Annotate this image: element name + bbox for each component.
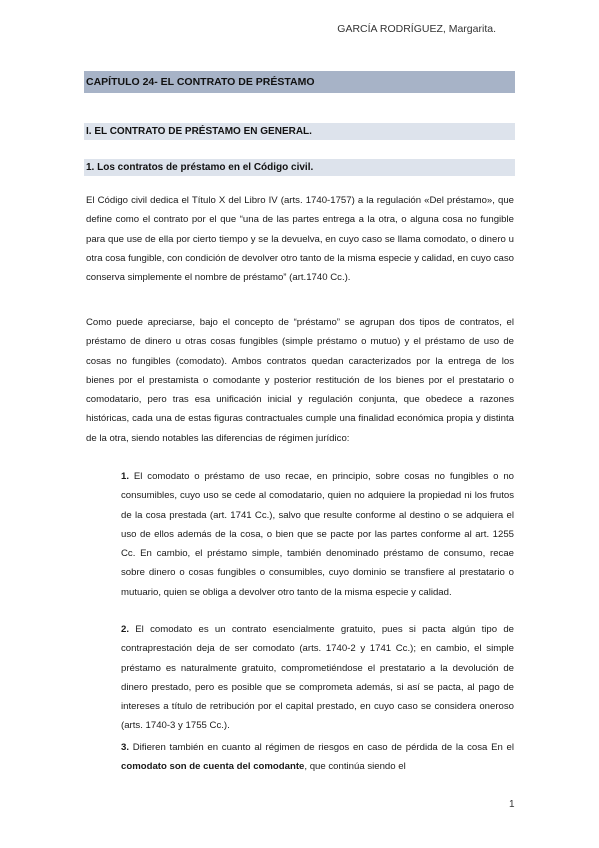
point-3-text-after: , que continúa siendo el — [304, 761, 406, 773]
point-3-text-before: Difieren también en cuanto al régimen de riesgos en caso de pérdida de la cosa En el — [129, 742, 514, 753]
paragraph-types: Como puede apreciarse, bajo el concepto de “préstamo” se agrupan dos tipos de contratos, el préstamo de dinero u otras cosas fungibles (simple préstamo o mutuo) y el préstamo de uso de cosas no fungibles (comodato). Ambos contratos quedan caracterizados por la entrega de los bienes por el prestamista o comodante y posterior restitución de los bienes por el prestatario o comodatario, pero tras esa unificación inicial y regulación conjunta, que obedece a razones históricas, cada una de estas figuras contractuales cumple una finalidad económica propia y distinta de la otra, siendo notables las diferencias de régimen jurídico: — [86, 317, 514, 444]
page-number: 1 — [509, 799, 515, 810]
point-3-emphasis: comodato son de cuenta del comodante — [121, 761, 305, 773]
point-3 — [121, 738, 514, 777]
chapter-title: CAPÍTULO 24- EL CONTRATO DE PRÉSTAMO — [84, 71, 515, 93]
paragraph-definition: El Código civil dedica el Título X del Libro IV (arts. 1740-1757) a la regulación «Del préstamo», que define como el contrato por el que “una de las partes entrega a la otra, o alguna cosa no fungible para que use de ella por cierto tiempo y se la devuelva, en cuyo caso se llama comodato, o dinero u otra cosa fungible, con condición de devolver otro tanto de la misma especie y calidad, en cuyo caso conserva simplemente el nombre de préstamo” (art.1740 Cc.). — [86, 195, 514, 284]
point-1-text: El comodato o préstamo de uso recae, en principio, sobre cosas no fungibles o no consumibles, cuyo uso se cede al comodatario, quien no adquiere la propiedad ni los frutos de la cosa prestada (art. 1741 Cc.), salvo que resulte conforme al destino o se adquiera el uso de ellos además de la cosa, o bien que se pacte por las partes conforme al art. 1255 Cc. En cambio, el préstamo simple, también denominado préstamo de consumo, recae sobre dinero o cosas fungibles o consumibles, cuyo dominio se transfiere al prestatario o mutuario, quien se obliga a devolver otro tanto de la misma especie y calidad. — [121, 471, 514, 598]
point-1-number: 1. — [121, 471, 130, 482]
subsection-title: 1. Los contratos de préstamo en el Código civil. — [84, 159, 515, 176]
point-2-number: 2. — [121, 624, 130, 635]
point-3-number: 3. — [121, 742, 130, 753]
running-header-author: GARCÍA RODRÍGUEZ, Margarita. — [337, 23, 496, 35]
point-2 — [121, 620, 514, 736]
point-1 — [121, 467, 514, 602]
point-2-text: El comodato es un contrato esencialmente gratuito, pues si pacta algún tipo de contraprestación deja de ser comodato (arts. 1740-2 y 1741 Cc.); en cambio, el simple préstamo es naturalmente gratuito, comprometiéndose el prestatario a la devolución de dinero prestado, pero es posible que se comprometa además, si así se pacta, al pago de intereses a título de retribución por el capital prestado, en cuyo caso se considera oneroso (arts. 1740-3 y 1755 Cc.). — [121, 624, 514, 732]
section-title: I. EL CONTRATO DE PRÉSTAMO EN GENERAL. — [84, 123, 515, 140]
